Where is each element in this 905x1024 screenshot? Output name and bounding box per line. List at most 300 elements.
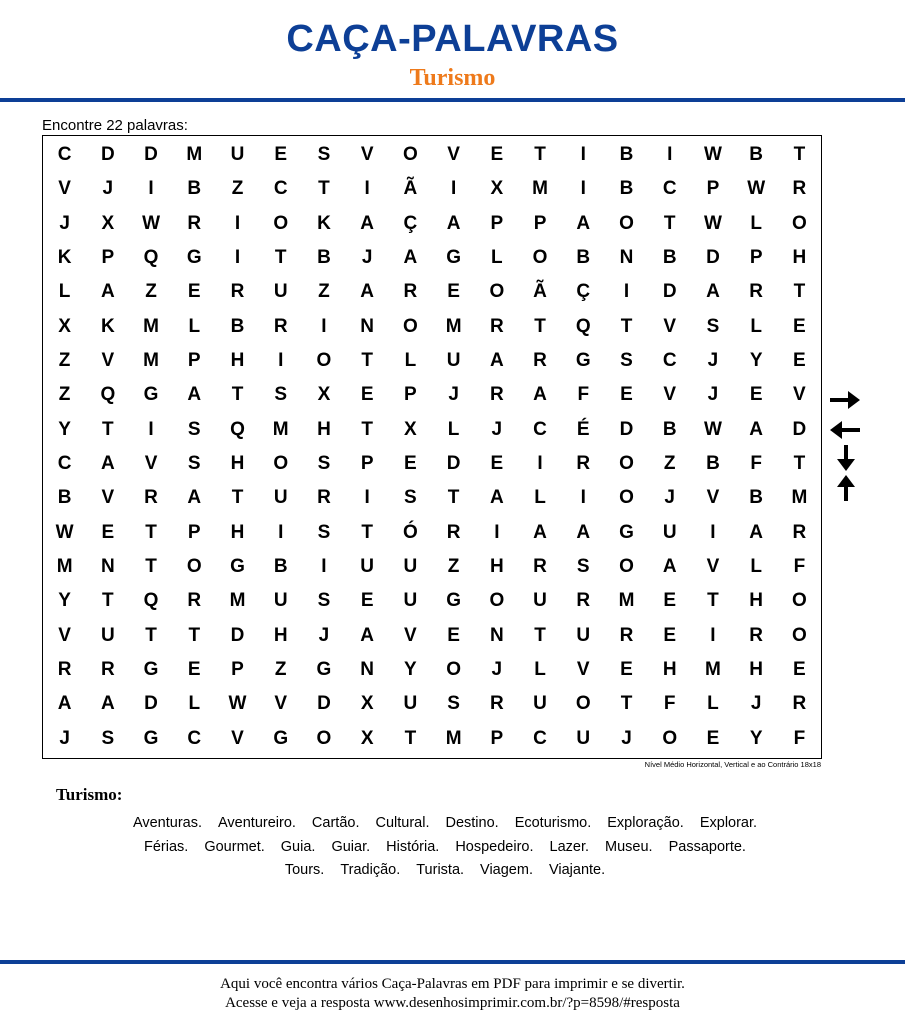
grid-cell: F [793,727,806,749]
grid-cell: E [706,727,720,749]
grid-cell: E [360,384,374,406]
grid-cell: R [187,212,202,234]
grid-cell: S [187,453,201,475]
grid-cell: A [100,281,115,303]
grid-cell: R [57,659,72,681]
grid-cell: Z [231,178,244,200]
grid-cell: L [750,556,762,578]
grid-cell: T [145,521,157,543]
grid-cell: E [663,590,677,612]
grid-cell: J [59,727,70,749]
grid-cell: I [321,556,327,578]
grid-cell: A [489,350,504,372]
grid-cell: B [619,144,634,166]
footer-line-1: Aqui você encontra vários Caça-Palavras em PDF para imprimir e se divertir. [220,976,685,992]
grid-cell: E [620,384,633,406]
grid-cell: L [404,350,417,372]
grid-cell: E [187,659,201,681]
word-list-item: Cultural. [375,815,430,831]
grid-cell: M [56,556,73,578]
grid-cell: T [361,521,373,543]
grid-cell: U [576,727,591,749]
word-list-item: Férias. [144,838,189,855]
grid-cell: J [448,384,459,406]
grid-cell: O [316,727,332,749]
grid-cell: D [446,453,461,475]
grid-cell: C [57,144,72,166]
grid-cell: M [445,315,462,337]
grid-cell: E [447,624,460,646]
grid-cell: S [317,521,331,543]
top-divider [0,98,905,102]
grid-cell: G [316,659,332,681]
grid-cell: V [101,350,115,372]
grid-cell: J [621,727,632,749]
grid-cell: D [619,418,634,440]
grid-cell: A [749,418,764,440]
grid-cell: S [576,556,590,578]
grid-cell: E [793,350,806,372]
word-list-item: História. [386,838,440,855]
grid-cell: T [188,624,201,646]
word-list-item: Gourmet. [204,838,265,855]
grid-cell: B [662,418,677,440]
word-list-item: Exploração. [607,815,684,831]
grid-cell: D [706,247,720,269]
grid-cell: E [620,659,633,681]
grid-cell: O [619,453,634,475]
grid-cell: R [489,315,504,337]
grid-cell: Y [58,418,71,440]
grid-cell: X [58,315,71,337]
grid-cell: W [55,521,74,543]
grid-cell: D [100,144,115,166]
grid-cell: T [793,281,806,303]
grid-cell: S [101,727,115,749]
grid-cell: I [234,212,241,234]
grid-cell: Q [143,590,159,612]
grid-cell: A [533,384,547,406]
grid-cell: T [534,315,546,337]
grid-cell: H [662,659,677,681]
grid-cell: G [575,350,591,372]
grid-cell: M [143,350,159,372]
grid-cell: R [273,315,288,337]
word-list-item: Turista. [416,862,465,878]
grid-cell: G [273,727,289,749]
grid-cell: P [533,212,547,234]
word-list-item: Tradição. [340,862,401,878]
grid-cell: V [576,659,590,681]
grid-cell: Y [58,590,71,612]
grid-cell: P [706,178,720,200]
grid-cell: T [534,144,546,166]
grid-cell: I [623,281,630,303]
grid-cell: R [792,178,807,200]
grid-cell: B [576,247,591,269]
grid-cell: M [143,315,159,337]
word-list-item: Guia. [280,838,316,855]
grid-cell: O [662,727,678,749]
grid-cell: M [445,727,462,749]
grid-cell: Ç [576,281,591,303]
grid-cell: R [792,521,807,543]
grid-cell: O [489,590,505,612]
grid-cell: D [317,693,331,715]
grid-cell: U [576,624,591,646]
grid-cell: O [402,144,418,166]
grid-cell: L [707,693,719,715]
grid-cell: A [360,281,375,303]
grid-cell: E [187,281,201,303]
grid-cell: R [792,693,807,715]
grid-cell: O [316,350,332,372]
grid-cell: C [273,178,288,200]
word-list-item: Aventuras. [132,815,202,831]
grid-cell: R [533,350,547,372]
grid-cell: V [706,487,720,509]
grid-cell: T [145,556,157,578]
grid-cell: W [747,178,766,200]
word-list-item: Destino. [445,815,499,831]
grid-cell: V [231,727,244,749]
grid-cell: W [228,693,247,715]
grid-cell: R [403,281,418,303]
grid-cell: U [403,556,418,578]
grid-cell: E [793,659,806,681]
grid-cell: U [360,556,375,578]
grid-cell: I [364,178,370,200]
grid-cell: E [404,453,417,475]
grid-cell: N [619,247,634,269]
grid-cell: Q [143,247,159,269]
grid-cell: J [102,178,114,200]
grid-cell: U [662,521,677,543]
grid-cell: Z [663,453,676,475]
grid-cell: U [273,487,288,509]
grid-cell: B [749,144,764,166]
grid-cell: L [750,212,762,234]
grid-cell: R [489,384,504,406]
grid-cell: T [318,178,330,200]
grid-cell: A [100,453,115,475]
grid-cell: R [446,521,461,543]
grid-cell: U [446,350,461,372]
grid-cell: J [707,350,719,372]
grid-cell: R [749,624,764,646]
grid-cell: L [447,418,460,440]
word-list-item: Explorar. [699,815,758,831]
grid-cell: N [100,556,115,578]
page-subtitle: Turismo [409,65,496,91]
bottom-divider [0,960,905,964]
grid-cell: R [619,624,634,646]
grid-cell: V [404,624,417,646]
grid-cell: V [663,315,677,337]
grid-cell: F [663,693,676,715]
grid-cell: B [662,247,677,269]
grid-cell: S [317,590,331,612]
grid-cell: M [705,659,721,681]
grid-cell: W [703,212,722,234]
grid-cell: Ã [403,178,418,200]
grid-cell: E [749,384,763,406]
grid-cell: F [750,453,762,475]
grid-cell: L [750,315,762,337]
grid-cell: D [662,281,677,303]
grid-cell: E [490,144,504,166]
grid-cell: G [143,384,159,406]
word-list-line [40,859,850,883]
grid-cell: J [361,247,373,269]
grid-cell: D [230,624,245,646]
grid-cell: T [231,487,244,509]
grid-cell: C [533,418,547,440]
grid-cell: G [186,247,202,269]
grid-cell: A [187,384,202,406]
grid-cell: P [231,659,244,681]
grid-cell: E [360,590,374,612]
grid-cell: L [491,247,503,269]
grid-cell: C [57,453,72,475]
grid-cell: R [749,281,764,303]
grid-cell: P [749,247,763,269]
grid-cell: K [317,212,331,234]
grid-cell: H [230,453,245,475]
grid-cell: B [317,247,331,269]
grid-cell: A [576,521,591,543]
grid-cell: B [749,487,764,509]
grid-cell: G [619,521,634,543]
grid-cell: W [703,418,722,440]
grid-cell: H [489,556,504,578]
grid-cell: I [710,521,716,543]
grid-cell: I [450,178,457,200]
grid-cell: M [618,590,635,612]
grid-cell: A [749,521,764,543]
grid-cell: A [706,281,720,303]
grid-cell: G [446,247,461,269]
grid-cell: P [187,350,201,372]
grid-cell: R [576,590,591,612]
word-list-item: Museu. [605,838,653,855]
grid-cell: I [494,521,500,543]
grid-cell: L [534,659,546,681]
arrow-up-icon [836,474,856,502]
grid-cell: U [273,590,288,612]
grid-cell: V [274,693,288,715]
arrow-right-icon [828,388,862,412]
grid-cell: Z [58,384,71,406]
grid-cell: I [580,144,586,166]
grid-cell: I [710,624,716,646]
grid-cell: G [143,659,159,681]
grid-cell: O [273,212,289,234]
grid-cell: D [792,418,807,440]
grid-cell: R [100,659,115,681]
grid-cell: H [317,418,331,440]
grid-cell: A [446,212,461,234]
grid-cell: O [791,590,807,612]
grid-cell: J [318,624,330,646]
grid-cell: B [619,178,634,200]
grid-cell: S [187,418,201,440]
grid-cell: A [662,556,677,578]
grid-cell: T [707,590,719,612]
grid-cell: S [317,453,331,475]
grid-cell: A [533,521,547,543]
word-list-item: Ecoturismo. [514,815,592,831]
grid-cell: I [278,350,284,372]
grid-cell: C [662,350,677,372]
grid-cell: E [101,521,115,543]
grid-cell: X [404,418,417,440]
grid-cell: O [186,556,202,578]
grid-cell: G [446,590,461,612]
grid-cell: O [791,212,807,234]
grid-cell: G [230,556,245,578]
grid-cell: L [188,693,201,715]
grid-cell: J [491,659,503,681]
grid-cell: U [533,590,547,612]
grid-cell: O [273,453,289,475]
grid-cell: O [489,281,505,303]
grid-cell: S [620,350,633,372]
arrow-left-icon [828,418,862,442]
grid-cell: Z [274,659,287,681]
grid-cell: I [321,315,327,337]
grid-cell: U [533,693,547,715]
grid-cell: A [403,247,418,269]
grid-cell: D [144,693,158,715]
grid-cell: Q [575,315,591,337]
grid-cell: N [360,659,375,681]
word-list-item: Viajante. [548,862,606,878]
grid-cell: V [793,384,806,406]
grid-cell: U [230,144,245,166]
page-title: CAÇA-PALAVRAS [286,18,619,60]
word-list-line [40,836,850,860]
grid-cell: B [273,556,288,578]
grid-cell: H [230,521,245,543]
grid-cell: R [317,487,331,509]
grid-cell: Y [749,350,763,372]
grid-cell: Ã [533,281,547,303]
grid-cell: O [446,659,461,681]
word-list-item: Aventureiro. [218,815,296,831]
grid-cell: M [186,144,203,166]
grid-cell: A [489,487,504,509]
footer-line-2: Acesse e veja a resposta www.desenhosimprimir.com.br/?p=8598/#resposta [225,995,680,1011]
grid-cell: R [144,487,158,509]
grid-cell: K [100,315,115,337]
grid-cell: P [101,247,115,269]
word-list-title: Turismo: [56,785,123,804]
grid-cell: P [404,384,417,406]
grid-cell: O [532,247,548,269]
grid-cell: V [58,624,71,646]
grid-cell: T [231,384,244,406]
grid-cell: V [144,453,158,475]
grid-cell: A [576,212,591,234]
grid-cell: T [793,144,806,166]
grid-cell: H [749,590,764,612]
grid-cell: Z [318,281,330,303]
grid-cell: T [663,212,676,234]
grid-cell: N [360,315,375,337]
grid-cell: B [57,487,72,509]
grid-cell: X [360,693,374,715]
grid-cell: R [533,556,547,578]
grid-cell: I [537,453,543,475]
grid-cell: Q [230,418,245,440]
grid-cell: S [447,693,460,715]
footer [0,975,905,1013]
grid-cell: O [619,212,634,234]
grid-cell: W [703,144,722,166]
grid-cell: T [102,418,114,440]
grid-cell: H [749,659,764,681]
grid-cell: R [489,693,504,715]
grid-cell: S [317,144,331,166]
grid-cell: Ç [403,212,418,234]
grid-cell: J [59,212,70,234]
grid-cell: I [580,178,586,200]
grid-cell: X [360,727,374,749]
grid-cell: H [230,350,245,372]
word-list-item: Viagem. [480,862,533,878]
grid-cell: E [663,624,677,646]
grid-cell: A [57,693,72,715]
word-list-item: Tours. [284,862,325,878]
word-list-item: Cartão. [311,815,360,831]
grid-cell: V [706,556,720,578]
grid-cell: T [274,247,287,269]
grid-cell: J [491,418,503,440]
grid-cell: V [101,487,115,509]
word-list-item: Hospedeiro. [455,838,534,855]
word-list-line [40,812,850,836]
grid-cell: T [620,315,633,337]
grid-cell: É [576,418,590,440]
grid-cell: L [534,487,546,509]
grid-cell: L [188,315,201,337]
grid-cell: I [148,418,154,440]
grid-cell: D [144,144,158,166]
grid-cell: E [793,315,806,337]
grid-cell: I [667,144,673,166]
grid-cell: A [360,624,375,646]
grid-cell: M [532,178,548,200]
word-list-item: Lazer. [549,838,590,855]
grid-cell: X [101,212,115,234]
grid-cell: G [143,727,159,749]
grid-cell: C [533,727,547,749]
grid-cell: P [490,727,504,749]
grid-cell: I [364,487,370,509]
grid-cell: W [142,212,161,234]
grid-cell: T [447,487,460,509]
grid-cell: M [791,487,808,509]
grid-cell: A [100,693,115,715]
arrow-down-icon [836,444,856,472]
grid-cell: B [706,453,720,475]
grid-cell: U [100,624,115,646]
grid-cell: U [273,281,288,303]
grid-cell: H [792,247,807,269]
grid-cell: X [490,178,504,200]
grid-cell: T [361,350,373,372]
